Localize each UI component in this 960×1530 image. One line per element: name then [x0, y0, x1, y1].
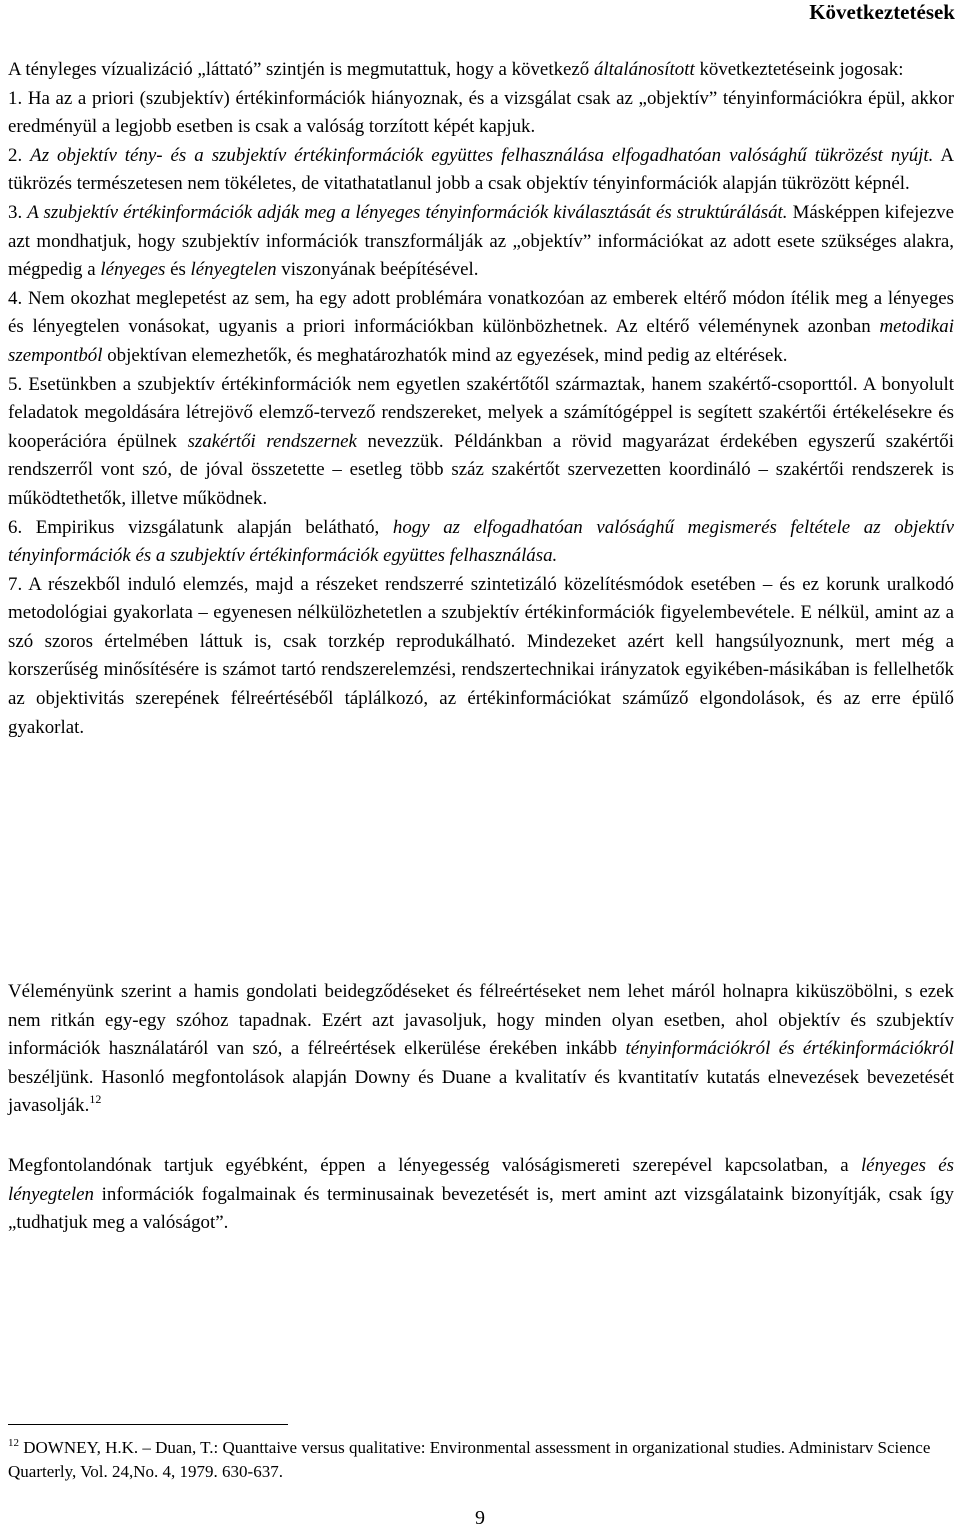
- italic-text-run: szakértői rendszernek: [187, 430, 357, 452]
- page-number: 9: [475, 1507, 485, 1529]
- conclusion-4: [8, 285, 959, 371]
- footnote-number: 12: [8, 1437, 19, 1449]
- footnote-separator: [8, 1424, 288, 1425]
- footnote-text: DOWNEY, H.K. – Duan, T.: Quanttaive versus qualitative: Environmental assessment in organizational studies. Administarv Science Quarterly, Vol. 24,No. 4, 1979. 630-637.: [8, 1438, 931, 1481]
- italic-text-run: lényeges és lényegtelen: [8, 1155, 959, 1205]
- opinion-paragraph: [8, 978, 959, 1121]
- closing-paragraph: [8, 1152, 959, 1238]
- text-run: következtetéseink jogosak:: [694, 59, 904, 80]
- conclusion-3: [8, 199, 959, 285]
- intro-paragraph: [8, 56, 954, 85]
- text-run: 4. Nem okozhat meglepetést az sem, ha egy adott problémára vonatkozóan az emberek eltérő módon ítélik meg a lényeges és lényegtelen vonásokat, ugyanis a priori információkban különbözhetnek. Az eltérő véleménynek azonban: [8, 287, 959, 338]
- text-run: nevezzük. Példánkban a rövid magyarázat érdekében egyszerű szakértői rendszerről vont szó, de jóval összetette – esetleg több száz szakértőt szervezetten koordináló – szakértői rendszerek is működtethetők, illetve működnek.: [8, 430, 959, 509]
- text-run: 3.: [8, 201, 28, 223]
- text-run: 2.: [8, 144, 31, 166]
- text-run: objektívan elemezhetők, és meghatározhatók mind az egyezések, mind pedig az eltérések.: [102, 344, 788, 366]
- text-run: viszonyának beépítésével.: [276, 259, 479, 281]
- footnote-reference: 12: [89, 1092, 102, 1107]
- footnote: [8, 1436, 954, 1484]
- section-header: Következtetések: [809, 0, 955, 24]
- closing-block: [8, 1152, 959, 1238]
- text-run: Véleményünk szerint a hamis gondolati beidegződéseket és félreértéseket nem lehet máról holnapra kiküszöbölni, s ezek nem ritkán egy-egy szóhoz tapadnak. Ezért azt javasoljuk, hogy minden olyan esetben, ahol objektív és szubjektív információk használatáról van szó, a félreértések elkerülése érekében inkább: [8, 981, 959, 1060]
- text-run: A tükrözés természetesen nem tökéletes, de vitathatatlanul jobb a csak objektív tényinformációk alapján tükrözött képnél.: [8, 144, 959, 195]
- text-run: 7. A részekből induló elemzés, majd a részeket rendszerré szintetizáló közelítésmódok esetében – és ez korunk uralkodó metodológiai gyakorlata – egyenesen nélkülözhetetlen a szubjektív értékinformációk figyelembevétele. E nélkül, amint az a szó szoros értelmében láttuk is, csak torzkép reprodukálható. Mindezeket azért kell hangsúlyoznunk, mert még a korszerűség minősítésére is számot tartó rendszerelemzési, rendszertechnikai irányzatok egyikében-másikában is fellelhetők az objektivitás szerepének félreértéséből táplálkozó, az értékinformációkat száműző elgondolások, és az erre épülő gyakorlat.: [8, 573, 959, 738]
- text-run: 1. Ha az a priori (szubjektív) értékinformációk hiányoznak, és a vizsgálat csak az „objektív” tényinformációkra épül, akkor eredményül a legjobb esetben is csak a valóság torzított képét kapjuk.: [8, 87, 959, 138]
- text-run: és: [165, 259, 191, 281]
- opinion-block: [8, 978, 959, 1121]
- text-run: információk fogalmainak és terminusainak bevezetését is, mert amint azt vizsgálataink bizonyítják, csak így „tudhatjuk meg a valóságot”.: [8, 1183, 959, 1234]
- italic-text-run: tényinformációkról és értékinformációkról: [625, 1038, 954, 1060]
- conclusion-2: [8, 142, 959, 199]
- conclusion-5: [8, 371, 959, 514]
- italic-text-run: hogy az elfogadhatóan valósághű megismerés feltétele az objektív tényinformációk és a szubjektív értékinformációk együttes felhasználása.: [8, 516, 959, 567]
- conclusion-7: [8, 571, 959, 743]
- conclusion-1: [8, 85, 959, 142]
- text-run: 5. Esetünkben a szubjektív értékinformációk nem egyetlen szakértőtől származtak, hanem szakértő-csoporttól. A bonyolult feladatok megoldására létrejövő elemző-tervező rendszereket, melyek a számítógéppel is segített szakértői értékelésekre és kooperációra épülnek: [8, 373, 959, 452]
- text-run: Másképpen kifejezve azt mondhatjuk, hogy szubjektív információk transzformálják az „objektív” információkat az adott esete szükséges alakra, mégpedig a: [8, 201, 959, 281]
- italic-text-run: lényegtelen: [190, 259, 277, 281]
- italic-text-run: Az objektív tény- és a szubjektív értékinformációk együttes felhasználása elfogadhatóan valósághű tükrözést nyújt.: [30, 144, 934, 166]
- text-run: 6. Empirikus vizsgálatunk alapján belátható,: [8, 516, 393, 538]
- italic-text-run: metodikai szempontból: [8, 316, 959, 366]
- text-run: beszéljünk. Hasonló megfontolások alapján Downy és Duane a kvalitatív és kvantitatív kutatás elnevezések bevezetését javasolják.: [8, 1038, 959, 1117]
- intro-block: [8, 56, 959, 742]
- conclusion-6: [8, 514, 959, 571]
- italic-text-run: lényeges: [100, 259, 166, 281]
- italic-text-run: A szubjektív értékinformációk adják meg a lényeges tényinformációk kiválasztását és struktúrálását.: [27, 201, 788, 223]
- italic-text-run: általánosított: [593, 59, 695, 80]
- text-run: Megfontolandónak tartjuk egyébként, éppen a lényegesség valóságismereti szerepével kapcsolatban, a: [8, 1155, 861, 1176]
- text-run: A tényleges vízualizáció „láttató” szintjén is megmutattuk, hogy a következő: [8, 59, 594, 80]
